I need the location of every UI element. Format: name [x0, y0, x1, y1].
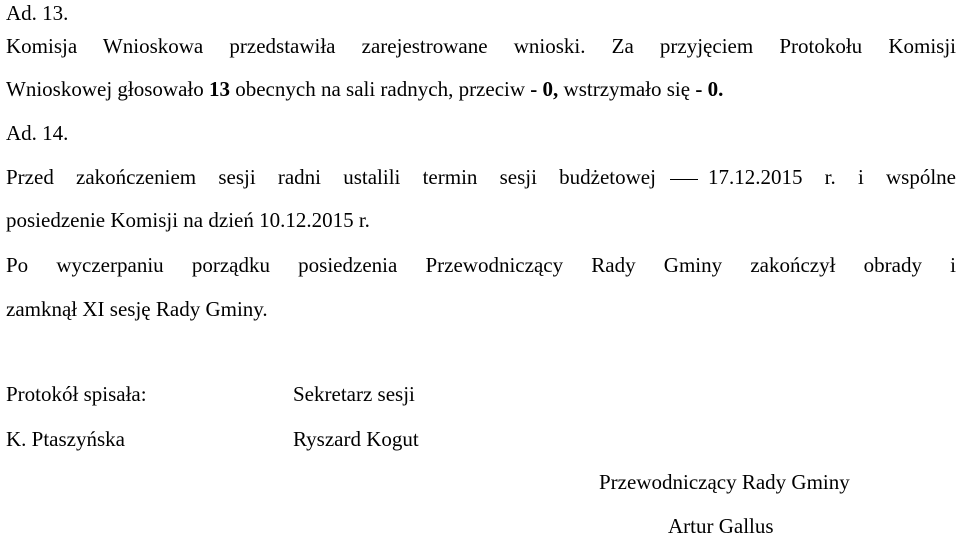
protocol-name: K. Ptaszyńska — [6, 427, 125, 451]
ad14-paragraph-line-3: Po wyczerpaniu porządku posiedzenia Przewodniczący Rady Gminy zakończył obrady i — [6, 253, 956, 277]
dash-separator — [670, 179, 698, 180]
ad14-paragraph-line-2: posiedzenie Komisji na dzień 10.12.2015 r. — [6, 208, 370, 232]
ad13-text-a: Wnioskowej głosowało — [6, 77, 209, 101]
ad14-paragraph-line-1 — [6, 165, 956, 189]
ad14-text-a: Przed zakończeniem sesji radni ustalili termin sesji budżetowej — [6, 165, 656, 189]
chair-label: Przewodniczący Rady Gminy — [599, 470, 850, 494]
ad13-paragraph-line-1: Komisja Wnioskowa przedstawiła zarejestrowane wnioski. Za przyjęciem Protokołu Komisji — [6, 34, 956, 58]
secretary-label: Sekretarz sesji — [293, 382, 415, 406]
ad14-text-b: 17.12.2015 r. i wspólne — [707, 165, 956, 189]
ad13-votes-against: - 0, — [530, 77, 559, 101]
ad13-heading: Ad. 13. — [6, 1, 69, 25]
ad13-text-c: obecnych na sali radnych, przeciw — [229, 77, 531, 101]
ad13-votes-abstain: - 0. — [695, 77, 724, 101]
ad14-paragraph-line-4: zamknął XI sesję Rady Gminy. — [6, 297, 268, 321]
chair-name: Artur Gallus — [668, 514, 774, 538]
ad13-votes-for: 13 — [208, 77, 230, 101]
protocol-label: Protokół spisała: — [6, 382, 147, 406]
secretary-name: Ryszard Kogut — [293, 427, 419, 451]
ad14-heading: Ad. 14. — [6, 121, 69, 145]
ad13-text-e: wstrzymało się — [558, 77, 696, 101]
ad13-paragraph-line-2 — [6, 77, 723, 101]
